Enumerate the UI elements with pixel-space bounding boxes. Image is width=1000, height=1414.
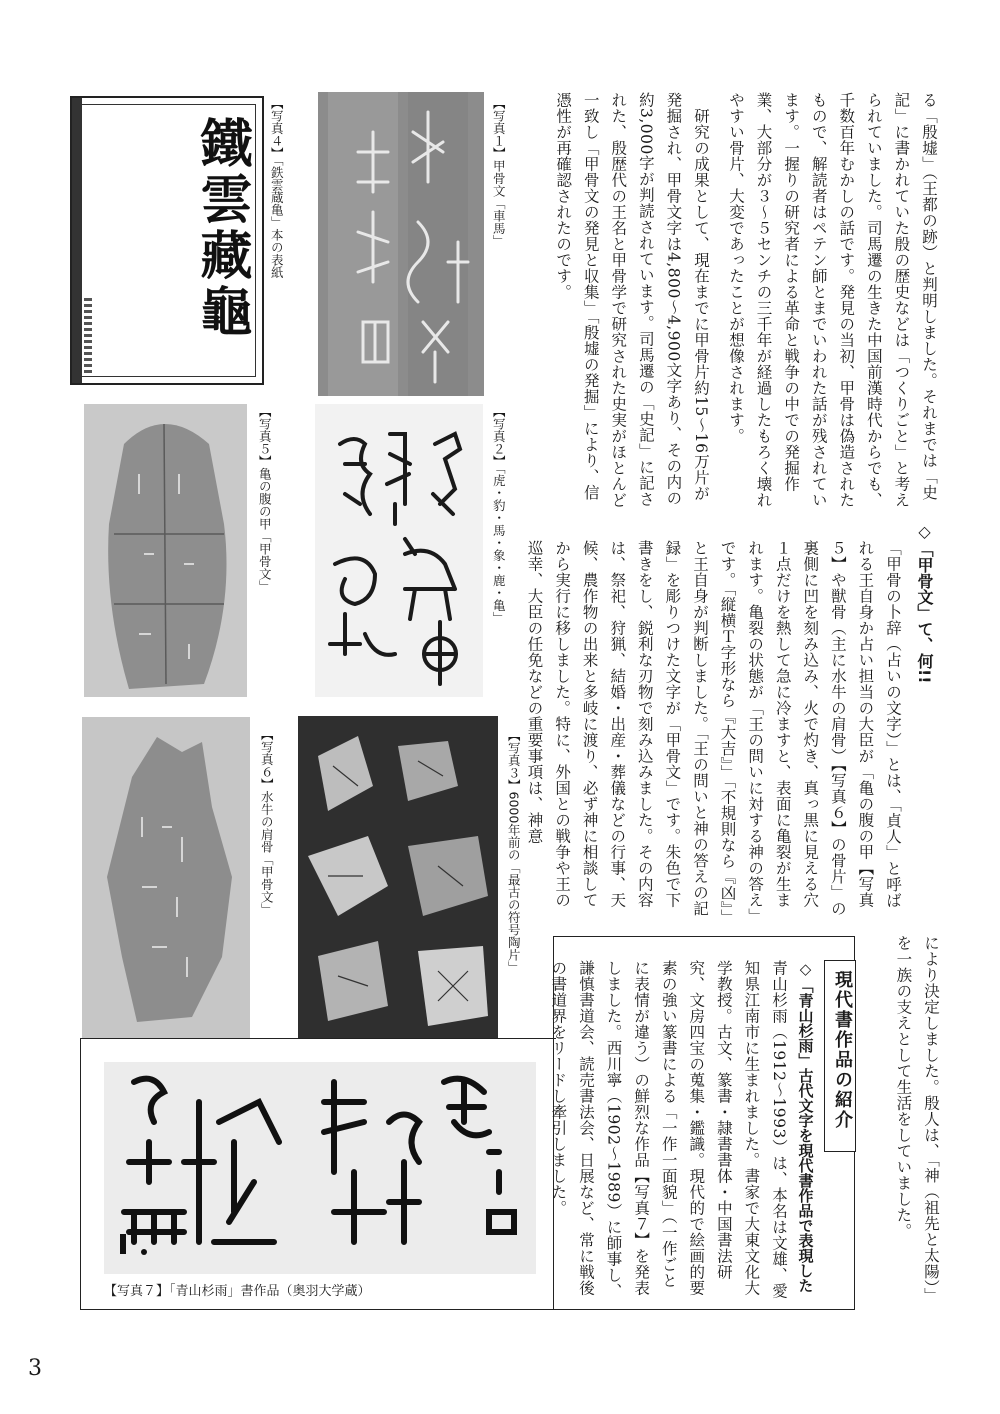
caption-photo-6: 【写真６】水牛の肩骨「甲骨文」 (259, 728, 275, 916)
photo-oracle-bone-chariot-horse (318, 92, 484, 396)
photo-calligraphy-work (104, 1062, 536, 1274)
photo-buffalo-scapula (82, 717, 250, 1038)
caption-photo-4: 【写真４】「鉄雲蔵亀」本の表紙 (269, 97, 285, 279)
caption-photo-3: 【写真３】6000年前の「最古の符号陶片」 (506, 729, 522, 974)
caption-photo-2: 【写真２】「虎・豹・馬・象・鹿・亀」 (491, 405, 507, 624)
caption-photo-7: 【写真７】「青山杉雨」書作品（奥羽大学蔵） (104, 1284, 371, 1299)
caption-photo-5: 【写真５】亀の腹の甲「甲骨文」 (257, 405, 273, 593)
article-paragraph-4: により決定しました。殷人は、「神（祖先と太陽）」を一族の支えとして生活をしていました。 (894, 935, 940, 1304)
article-paragraph-3: 「甲骨の卜辞（占いの文字）」とは、「貞人」と呼ばれる王自身か占い担当の大臣が「亀の腹の甲【写真５】や獣骨（主に水牛の肩骨）【写真６】の骨片」の裏側に凹を刻み込み、火で灼き、真っ黒に見える穴１点だけを熱して急に冷ますと、表面に亀裂が生まれます。亀裂の状態が「王の問いに対する神の答え」です。「縦横Ｔ字形なら『大吉』」「不規則なら『凶』」と王自身が判断しました。「王の問いと神の答えの記録」を彫りつけた文字が「甲骨文」です。朱色で下書きをし、鋭利な刃物で刻み込みました。その内容は、祭祀、狩猟、結婚・出産・葬儀などの行事、天候、農作物の出来と多岐に渡り、必ず神に相談してから実行に移しました。特に、外国との戦争や王の巡幸、大臣の任免などの重要事項は、神意 (525, 540, 902, 918)
box-title: 現代書作品の紹介 (832, 970, 853, 1130)
box-text: 青山杉雨（1912～1993）は、本名は文雄、愛知県江南市に生まれました。書家で大東文化大学教授。古文、篆書・隷書書体・中国書法研究、文房四宝の蒐集・鑑識。現代的で絵画的要素の強い篆書による「一作一面貌」（一作ごとに表情が違う）の鮮烈な作品【写真７】を発表しました。西川寧（1902～1989）に師事し、謙慎書道会、読売書法会、日展など、常に戦後の書道界をリードし牽引しました。 (549, 960, 788, 1299)
cover-spine (72, 98, 82, 383)
photo-turtle-plastron (84, 404, 247, 697)
section-heading-oracle-bone: ◇「甲骨文」て、何!! (915, 522, 934, 684)
caption-photo-1: 【写真１】甲骨文「車馬」 (491, 97, 507, 247)
photo-animal-glyphs (315, 404, 483, 697)
box-heading: ◇「青山杉雨」古代文字を現代書作品で表現した (796, 960, 815, 1293)
article-paragraph-1: る「殷墟」（王都の跡）と判明しました。それまでは「史記」に書かれていた殷の歴史などは「つくりごと」と考えられていました。司馬遷の生きた中国前漢時代からでも、千数百年むかしの話です。発見の当初、甲骨は偽造されたもので、解読者はペテン師とまでいわれた話が残されています。一握りの研究者による革命と戦争の中での発掘作業、大部分が３～５センチの三千年が経過したもろく壊れやすい骨片、大変であったことが想像されます。 (726, 92, 938, 508)
book-cover (70, 96, 264, 385)
cover-title: 鐵雲藏龜 (191, 116, 252, 340)
page-number: 3 (28, 1356, 42, 1381)
photo-pottery-shards (298, 716, 498, 1038)
cover-side-strip (84, 298, 92, 373)
article-paragraph-2: 研究の成果として、現在までに甲骨片約15～16万片が発掘され、甲骨文字は4,800～4,900文字あり、その内の約3,000字が判読されています。司馬遷の「史記」に記された、殷歴代の王名と甲骨学で研究された史実がほとんど一致し「甲骨文の発見と収集」「殷墟の発掘」により、信憑性が再確認されたのです。 (554, 92, 710, 508)
